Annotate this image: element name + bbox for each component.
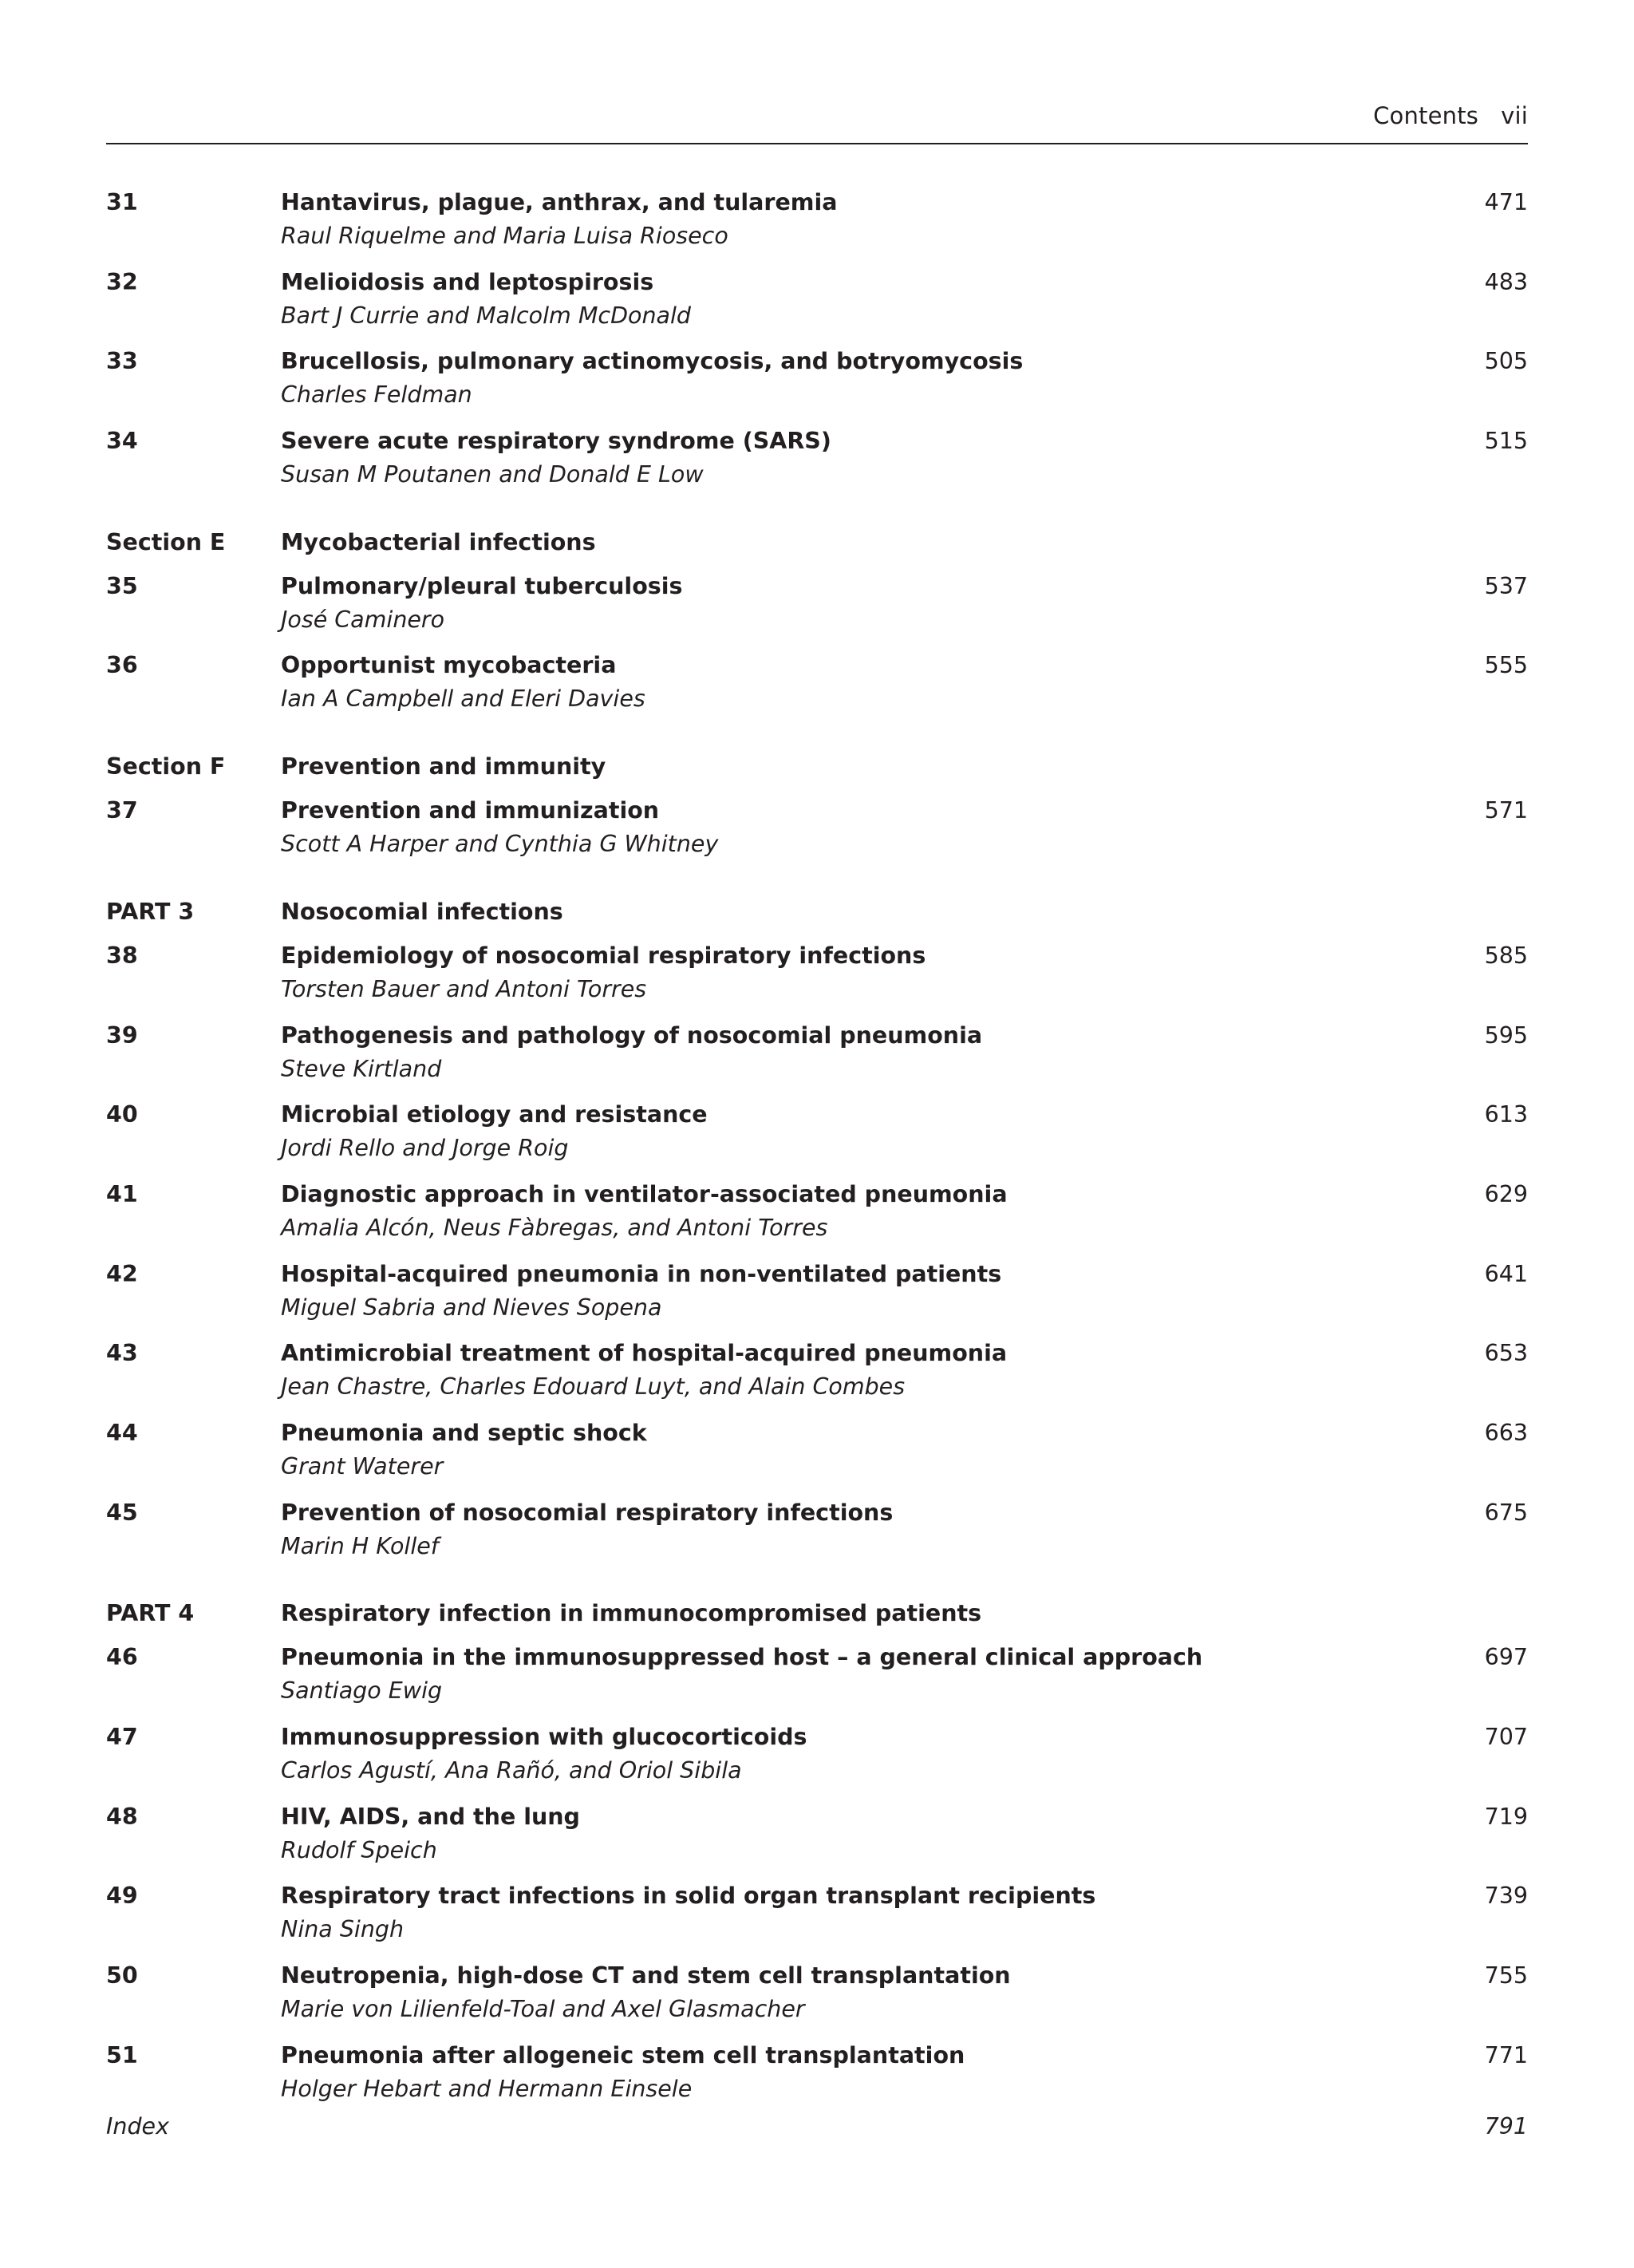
chapter-page-number: 675 [1484, 1499, 1528, 1526]
chapter-page-number: 719 [1484, 1803, 1528, 1830]
contents-page [106, 0, 1528, 2268]
section-heading [106, 529, 1528, 573]
toc-entry [106, 1804, 1528, 1883]
toc-entry [106, 269, 1528, 349]
chapter-title: Opportunist mycobacteria [281, 652, 617, 679]
chapter-authors: Steve Kirtland [281, 1055, 442, 1082]
chapter-title: Epidemiology of nosocomial respiratory infections [281, 942, 926, 969]
chapter-authors: Rudolf Speich [281, 1836, 437, 1863]
chapter-number: 32 [106, 268, 138, 295]
chapter-title: Pneumonia and septic shock [281, 1419, 647, 1446]
chapter-authors: Marin H Kollef [281, 1532, 439, 1559]
chapter-page-number: 641 [1484, 1260, 1528, 1287]
chapter-title: Pathogenesis and pathology of nosocomial pneumonia [281, 1021, 983, 1049]
chapter-number: 44 [106, 1419, 138, 1446]
chapter-authors: Marie von Lilienfeld-Toal and Axel Glasmacher [281, 1996, 805, 2023]
chapter-authors: Santiago Ewig [281, 1677, 443, 1705]
chapter-number: 45 [106, 1499, 138, 1526]
chapter-page-number: 697 [1484, 1644, 1528, 1671]
chapter-number: 49 [106, 1883, 138, 1910]
chapter-number: 33 [106, 348, 138, 375]
chapter-page-number: 653 [1484, 1340, 1528, 1367]
chapter-page-number: 755 [1484, 1962, 1528, 1989]
section-number: PART 4 [106, 1600, 195, 1627]
chapter-page-number: 707 [1484, 1724, 1528, 1750]
chapter-number: 46 [106, 1644, 138, 1671]
chapter-number: 40 [106, 1101, 138, 1128]
chapter-number: 42 [106, 1260, 138, 1287]
chapter-page-number: 663 [1484, 1419, 1528, 1446]
chapter-number: 34 [106, 428, 138, 455]
chapter-title: Prevention and immunization [281, 797, 660, 824]
chapter-title: Hantavirus, plague, anthrax, and tularemia [281, 189, 838, 215]
chapter-authors: Amalia Alcón, Neus Fàbregas, and Antoni Torres [281, 1214, 828, 1241]
chapter-number: 51 [106, 2041, 138, 2068]
chapter-authors: Carlos Agustí, Ana Rañó, and Oriol Sibila [281, 1757, 742, 1784]
chapter-authors: Grant Waterer [281, 1452, 444, 1480]
chapter-title: Respiratory tract infections in solid organ transplant recipients [281, 1883, 1096, 1910]
chapter-title: Pneumonia in the immunosuppressed host – a general clinical approach [281, 1644, 1203, 1671]
chapter-authors: Bart J Currie and Malcolm McDonald [281, 302, 692, 329]
chapter-authors: José Caminero [281, 606, 445, 633]
section-heading [106, 753, 1528, 797]
chapter-page-number: 555 [1484, 652, 1528, 679]
index-page-number: 791 [1484, 2113, 1528, 2140]
section-heading [106, 1600, 1528, 1644]
chapter-number: 43 [106, 1340, 138, 1367]
toc-entry [106, 1499, 1528, 1579]
toc-entry [106, 1420, 1528, 1499]
running-head [1373, 102, 1528, 129]
toc-entry [106, 797, 1528, 877]
chapter-number: 36 [106, 652, 138, 679]
section-title: Respiratory infection in immunocompromised patients [281, 1600, 982, 1627]
chapter-title: HIV, AIDS, and the lung [281, 1803, 580, 1830]
chapter-page-number: 613 [1484, 1101, 1528, 1128]
chapter-authors: Charles Feldman [281, 381, 472, 409]
chapter-number: 47 [106, 1724, 138, 1750]
toc-entry [106, 2042, 1528, 2122]
chapter-page-number: 537 [1484, 572, 1528, 599]
chapter-number: 31 [106, 189, 138, 215]
chapter-title: Immunosuppression with glucocorticoids [281, 1724, 807, 1750]
chapter-page-number: 739 [1484, 1883, 1528, 1910]
chapter-title: Microbial etiology and resistance [281, 1101, 708, 1128]
section-number: Section E [106, 528, 226, 555]
section-number: Section F [106, 753, 226, 780]
chapter-number: 37 [106, 797, 138, 824]
chapter-page-number: 515 [1484, 428, 1528, 455]
toc-entry [106, 1962, 1528, 2042]
toc-entry [106, 189, 1528, 269]
header-rule [106, 143, 1528, 144]
chapter-authors: Susan M Poutanen and Donald E Low [281, 461, 704, 488]
section-number: PART 3 [106, 898, 195, 925]
toc-entry [106, 1181, 1528, 1261]
chapter-number: 48 [106, 1803, 138, 1830]
toc-entry [106, 652, 1528, 732]
chapter-authors: Ian A Campbell and Eleri Davies [281, 686, 645, 713]
chapter-page-number: 471 [1484, 189, 1528, 215]
chapter-number: 41 [106, 1180, 138, 1207]
chapter-title: Diagnostic approach in ventilator-associated pneumonia [281, 1180, 1008, 1207]
section-heading [106, 899, 1528, 942]
toc-entry [106, 348, 1528, 428]
section-title: Nosocomial infections [281, 898, 563, 925]
chapter-authors: Miguel Sabria and Nieves Sopena [281, 1294, 662, 1321]
chapter-title: Hospital-acquired pneumonia in non-ventilated patients [281, 1260, 1002, 1287]
toc-entry [106, 428, 1528, 508]
chapter-title: Pneumonia after allogeneic stem cell transplantation [281, 2041, 965, 2068]
running-head-page-number: vii [1501, 102, 1528, 129]
chapter-title: Neutropenia, high-dose CT and stem cell transplantation [281, 1962, 1011, 1989]
chapter-authors: Nina Singh [281, 1916, 405, 1943]
chapter-page-number: 571 [1484, 797, 1528, 824]
chapter-page-number: 585 [1484, 942, 1528, 969]
toc-entry [106, 1022, 1528, 1102]
chapter-authors: Holger Hebart and Hermann Einsele [281, 2075, 693, 2102]
table-of-contents [106, 189, 1528, 2121]
toc-entry [106, 1340, 1528, 1420]
chapter-number: 38 [106, 942, 138, 969]
chapter-title: Antimicrobial treatment of hospital-acquired pneumonia [281, 1340, 1008, 1367]
toc-entry [106, 942, 1528, 1022]
toc-entry [106, 1644, 1528, 1724]
chapter-page-number: 483 [1484, 268, 1528, 295]
chapter-title: Brucellosis, pulmonary actinomycosis, and botryomycosis [281, 348, 1024, 375]
chapter-number: 35 [106, 572, 138, 599]
toc-entry [106, 573, 1528, 653]
chapter-authors: Jean Chastre, Charles Edouard Luyt, and Alain Combes [281, 1373, 906, 1401]
chapter-title: Severe acute respiratory syndrome (SARS) [281, 428, 831, 455]
index-entry [106, 2113, 1528, 2140]
section-title: Mycobacterial infections [281, 528, 596, 555]
toc-entry [106, 1883, 1528, 1962]
toc-entry [106, 1724, 1528, 1804]
running-head-label: Contents [1373, 102, 1479, 129]
chapter-title: Pulmonary/pleural tuberculosis [281, 572, 683, 599]
chapter-page-number: 629 [1484, 1180, 1528, 1207]
chapter-authors: Scott A Harper and Cynthia G Whitney [281, 831, 719, 858]
chapter-authors: Torsten Bauer and Antoni Torres [281, 975, 647, 1002]
chapter-number: 50 [106, 1962, 138, 1989]
chapter-page-number: 771 [1484, 2041, 1528, 2068]
chapter-title: Melioidosis and leptospirosis [281, 268, 654, 295]
chapter-authors: Jordi Rello and Jorge Roig [281, 1135, 569, 1162]
chapter-page-number: 505 [1484, 348, 1528, 375]
toc-entry [106, 1101, 1528, 1181]
chapter-authors: Raul Riquelme and Maria Luisa Rioseco [281, 223, 728, 249]
section-title: Prevention and immunity [281, 753, 606, 780]
chapter-number: 39 [106, 1021, 138, 1049]
index-label: Index [106, 2113, 169, 2140]
toc-entry [106, 1261, 1528, 1341]
chapter-page-number: 595 [1484, 1021, 1528, 1049]
chapter-title: Prevention of nosocomial respiratory infections [281, 1499, 894, 1526]
